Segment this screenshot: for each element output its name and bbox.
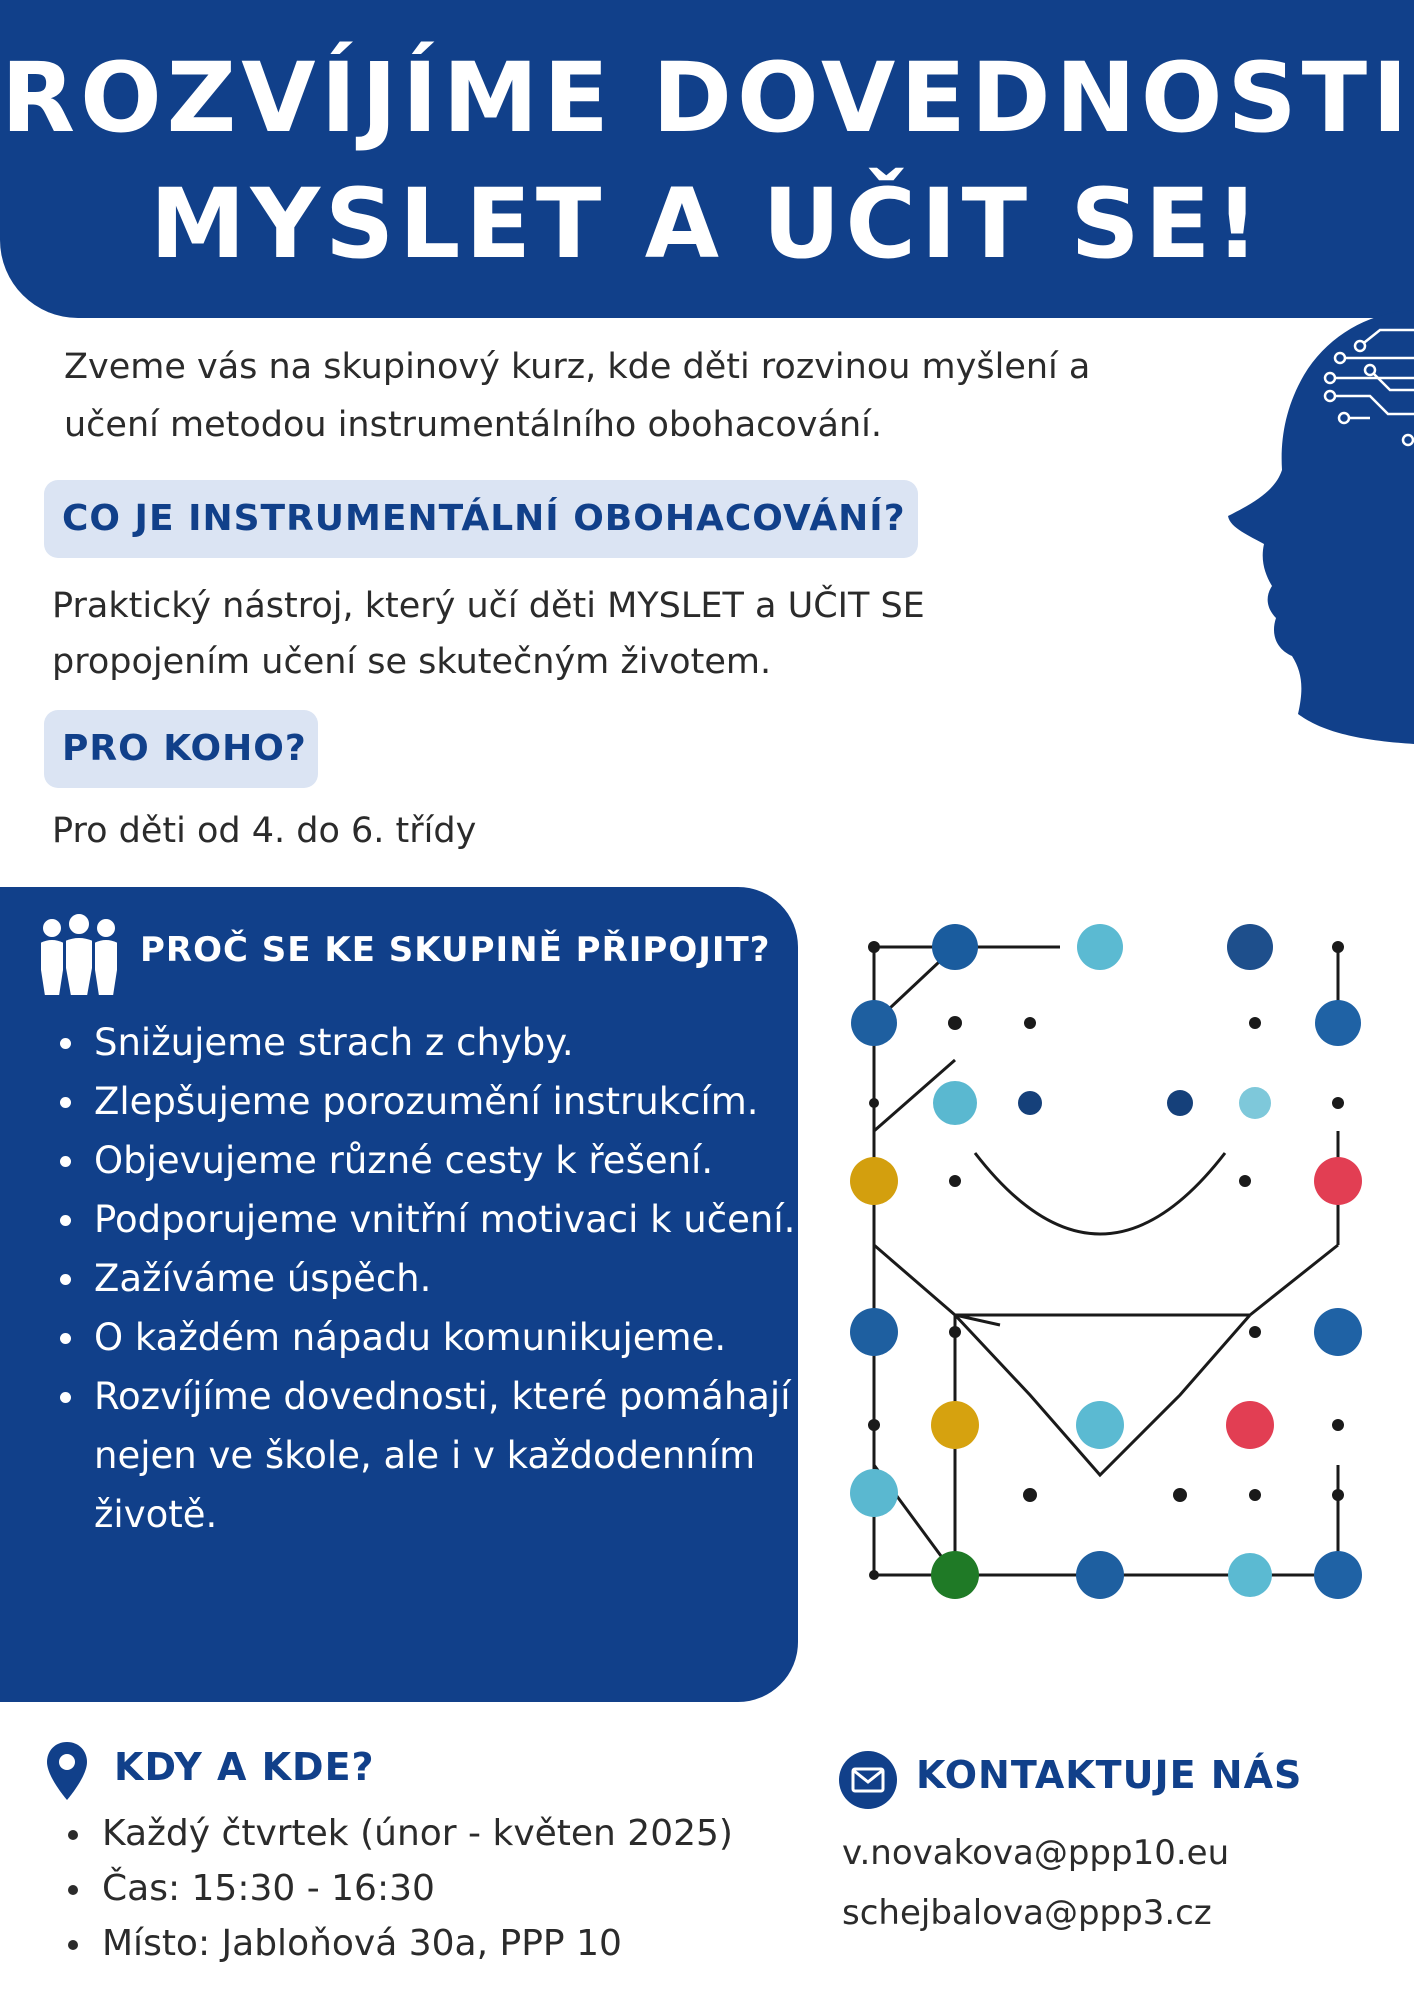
what-line2: propojením učení se skutečným životem. [52,642,772,682]
list-item: Zažíváme úspěch. [58,1249,798,1308]
what-heading: CO JE INSTRUMENTÁLNÍ OBOHACOVÁNÍ? [44,480,918,558]
why-heading: PROČ SE KE SKUPINĚ PŘIPOJIT? [140,930,771,970]
head-circuit-icon [1220,300,1414,800]
location-pin-icon [44,1740,90,1802]
list-item: Čas: 15:30 - 16:30 [66,1861,733,1916]
team-icon [34,910,124,1000]
why-list [58,1013,798,1544]
list-item: Podporujeme vnitřní motivaci k učení. [58,1190,798,1249]
when-heading: KDY A KDE? [114,1745,375,1789]
what-line1: Praktický nástroj, který učí děti MYSLET a UČIT SE [52,586,925,626]
intro-text [64,338,1194,454]
intro-line2: učení metodou instrumentálního obohacování. [64,405,882,445]
dots-smiley-illustration [830,905,1390,1625]
when-list [66,1806,733,1971]
intro-line1: Zveme vás na skupinový kurz, kde děti rozvinou myšlení a [64,347,1091,387]
list-item: Každý čtvrtek (únor - květen 2025) [66,1806,733,1861]
mail-icon [838,1750,898,1810]
list-item: Místo: Jabloňová 30a, PPP 10 [66,1916,733,1971]
what-text [52,578,1012,690]
page-title-line1: ROZVÍJÍME DOVEDNOSTI [1,42,1413,154]
who-heading: PRO KOHO? [44,710,318,788]
list-item: Rozvíjíme dovednosti, které pomáhají nejen ve škole, ale i v každodenním životě. [58,1367,798,1544]
contact-heading: KONTAKTUJE NÁS [916,1753,1303,1797]
list-item: O každém nápadu komunikujeme. [58,1308,798,1367]
contact-email-1[interactable]: v.novakova@ppp10.eu [842,1833,1230,1873]
contact-email-2[interactable]: schejbalova@ppp3.cz [842,1893,1212,1933]
list-item: Zlepšujeme porozumění instrukcím. [58,1072,798,1131]
who-text: Pro děti od 4. do 6. třídy [52,811,477,851]
list-item: Objevujeme různé cesty k řešení. [58,1131,798,1190]
page-title-line2: MYSLET A UČIT SE! [149,168,1265,280]
list-item: Snižujeme strach z chyby. [58,1013,798,1072]
